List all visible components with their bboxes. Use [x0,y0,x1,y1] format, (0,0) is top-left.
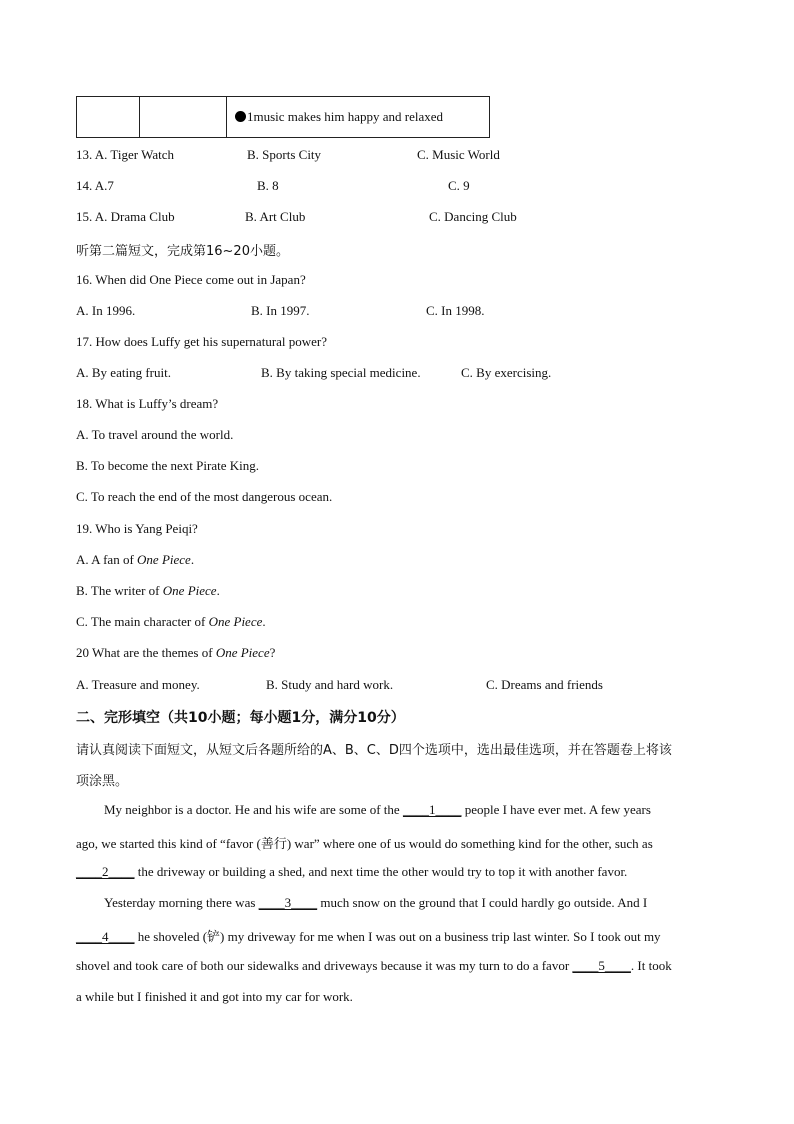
answer-table [76,96,490,138]
q20-stem: 20 What are the themes of One Piece? [76,645,276,660]
q18-stem: 18. What is Luffy’s dream? [76,396,219,411]
q19-option-a: A. A fan of One Piece. [76,552,195,567]
q17-stem: 17. How does Luffy get his supernatural power? [76,334,328,349]
q19-stem: 19. Who is Yang Peiqi? [76,521,198,536]
q17-option-c: C. By exercising. [461,365,552,380]
instruction-line-2: 项涂黑。 [76,774,129,789]
q19-option-b: B. The writer of One Piece. [76,583,220,598]
passage-line-1: My neighbor is a doctor. He and his wife are some of the ____1____ people I have ever met. A few years [104,802,651,817]
q15-option-a: 15. A. Drama Club [76,209,175,224]
table-cell-empty [77,97,140,138]
passage-line-6: shovel and took care of both our sidewalks and driveways because it was my turn to do a favor ____5____. It took [76,958,672,973]
q20-option-b: B. Study and hard work. [266,677,394,692]
passage-line-5: ____4____ he shoveled (铲) my driveway for me when I was out on a business trip last winter. So I took out my [76,929,661,944]
passage-line-4: Yesterday morning there was ____3____ much snow on the ground that I could hardly go outside. And I [104,895,648,910]
instruction-line-1: 请认真阅读下面短文，从短文后各题所给的A、B、C、D四个选项中，选出最佳选项，并在答题卷上将该 [76,743,672,758]
q18-option-a: A. To travel around the world. [76,427,234,442]
table-row [77,97,490,138]
bullet-icon [235,111,246,122]
blank-3: ____3____ [258,895,318,910]
table-cell-note [227,97,490,138]
blank-5: ____5____ [572,958,631,973]
q19-option-c: C. The main character of One Piece. [76,614,266,629]
q16-option-a: A. In 1996. [76,303,136,318]
blank-2: ____2____ [76,864,135,879]
blank-4: ____4____ [76,929,135,944]
passage-line-3: ____2____ the driveway or building a shed, and next time the other would try to top it with another favor. [76,864,628,879]
blank-1: ____1____ [402,802,462,817]
q14-option-b: B. 8 [257,178,279,193]
q16-option-c: C. In 1998. [426,303,485,318]
q16-option-b: B. In 1997. [251,303,310,318]
q15-option-b: B. Art Club [245,209,306,224]
section-heading: 二、完形填空（共10小题；每小题1分，满分10分） [76,710,405,726]
q17-option-a: A. By eating fruit. [76,365,171,380]
passage-line-2: ago, we started this kind of “favor (善行) war” where one of us would do something kind for the other, such as [76,836,653,851]
table-cell-empty [140,97,227,138]
listening-instruction: 听第二篇短文，完成第16~20小题。 [76,244,289,259]
q20-option-c: C. Dreams and friends [486,677,603,692]
q13-option-c: C. Music World [417,147,500,162]
table-note-text: 1music makes him happy and relaxed [247,109,444,124]
q14-option-c: C. 9 [448,178,470,193]
q20-option-a: A. Treasure and money. [76,677,200,692]
q16-stem: 16. When did One Piece come out in Japan? [76,272,306,287]
q17-option-b: B. By taking special medicine. [261,365,421,380]
passage-line-7: a while but I finished it and got into my car for work. [76,989,353,1004]
q18-option-b: B. To become the next Pirate King. [76,458,259,473]
q18-option-c: C. To reach the end of the most dangerous ocean. [76,489,333,504]
q15-option-c: C. Dancing Club [429,209,517,224]
q14-option-a: 14. A.7 [76,178,114,193]
q13-option-b: B. Sports City [247,147,322,162]
q13-option-a: 13. A. Tiger Watch [76,147,175,162]
